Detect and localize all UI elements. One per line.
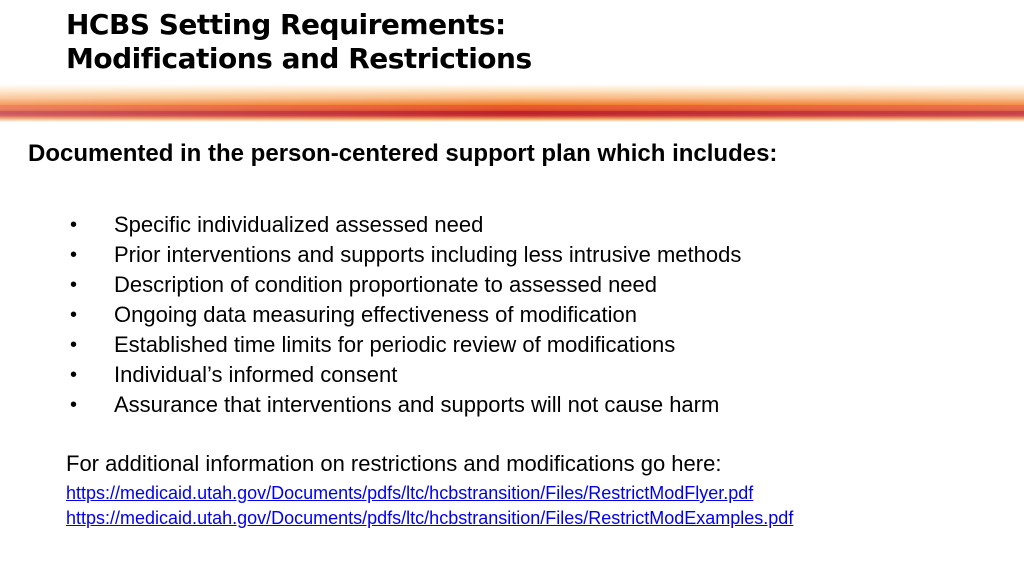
- list-item-text: Individual’s informed consent: [114, 362, 398, 387]
- list-item-text: Established time limits for periodic review of modifications: [114, 332, 676, 357]
- bullet-icon: •: [70, 364, 78, 386]
- bullet-icon: •: [70, 334, 78, 356]
- decorative-gradient-banner: [0, 84, 1024, 122]
- bullet-icon: •: [70, 274, 78, 296]
- list-item-text: Specific individualized assessed need: [114, 212, 484, 237]
- bullet-icon: •: [70, 244, 78, 266]
- bullet-icon: •: [70, 304, 78, 326]
- list-item-text: Ongoing data measuring effectiveness of modification: [114, 302, 638, 327]
- banner-fade: [0, 84, 1024, 122]
- restrict-mod-examples-link[interactable]: https://medicaid.utah.gov/Documents/pdfs/ltc/hcbstransition/Files/RestrictModExamples.pdf: [66, 508, 794, 528]
- list-item-text: Prior interventions and supports including less intrusive methods: [114, 242, 742, 267]
- bullet-icon: •: [70, 394, 78, 416]
- bullet-icon: •: [70, 214, 78, 236]
- list-item-text: Assurance that interventions and supports will not cause harm: [114, 392, 720, 417]
- slide-title-line-1: HCBS Setting Requirements:: [66, 8, 506, 41]
- section-heading: Documented in the person-centered support plan which includes:: [28, 140, 778, 167]
- additional-info-text: For additional information on restrictions and modifications go here:: [66, 451, 722, 476]
- slide-title: [66, 8, 532, 76]
- list-item-text: Description of condition proportionate to assessed need: [114, 272, 658, 297]
- restrict-mod-flyer-link[interactable]: https://medicaid.utah.gov/Documents/pdfs/ltc/hcbstransition/Files/RestrictModFlyer.pdf: [66, 483, 754, 503]
- slide-title-line-2: Modifications and Restrictions: [66, 42, 532, 75]
